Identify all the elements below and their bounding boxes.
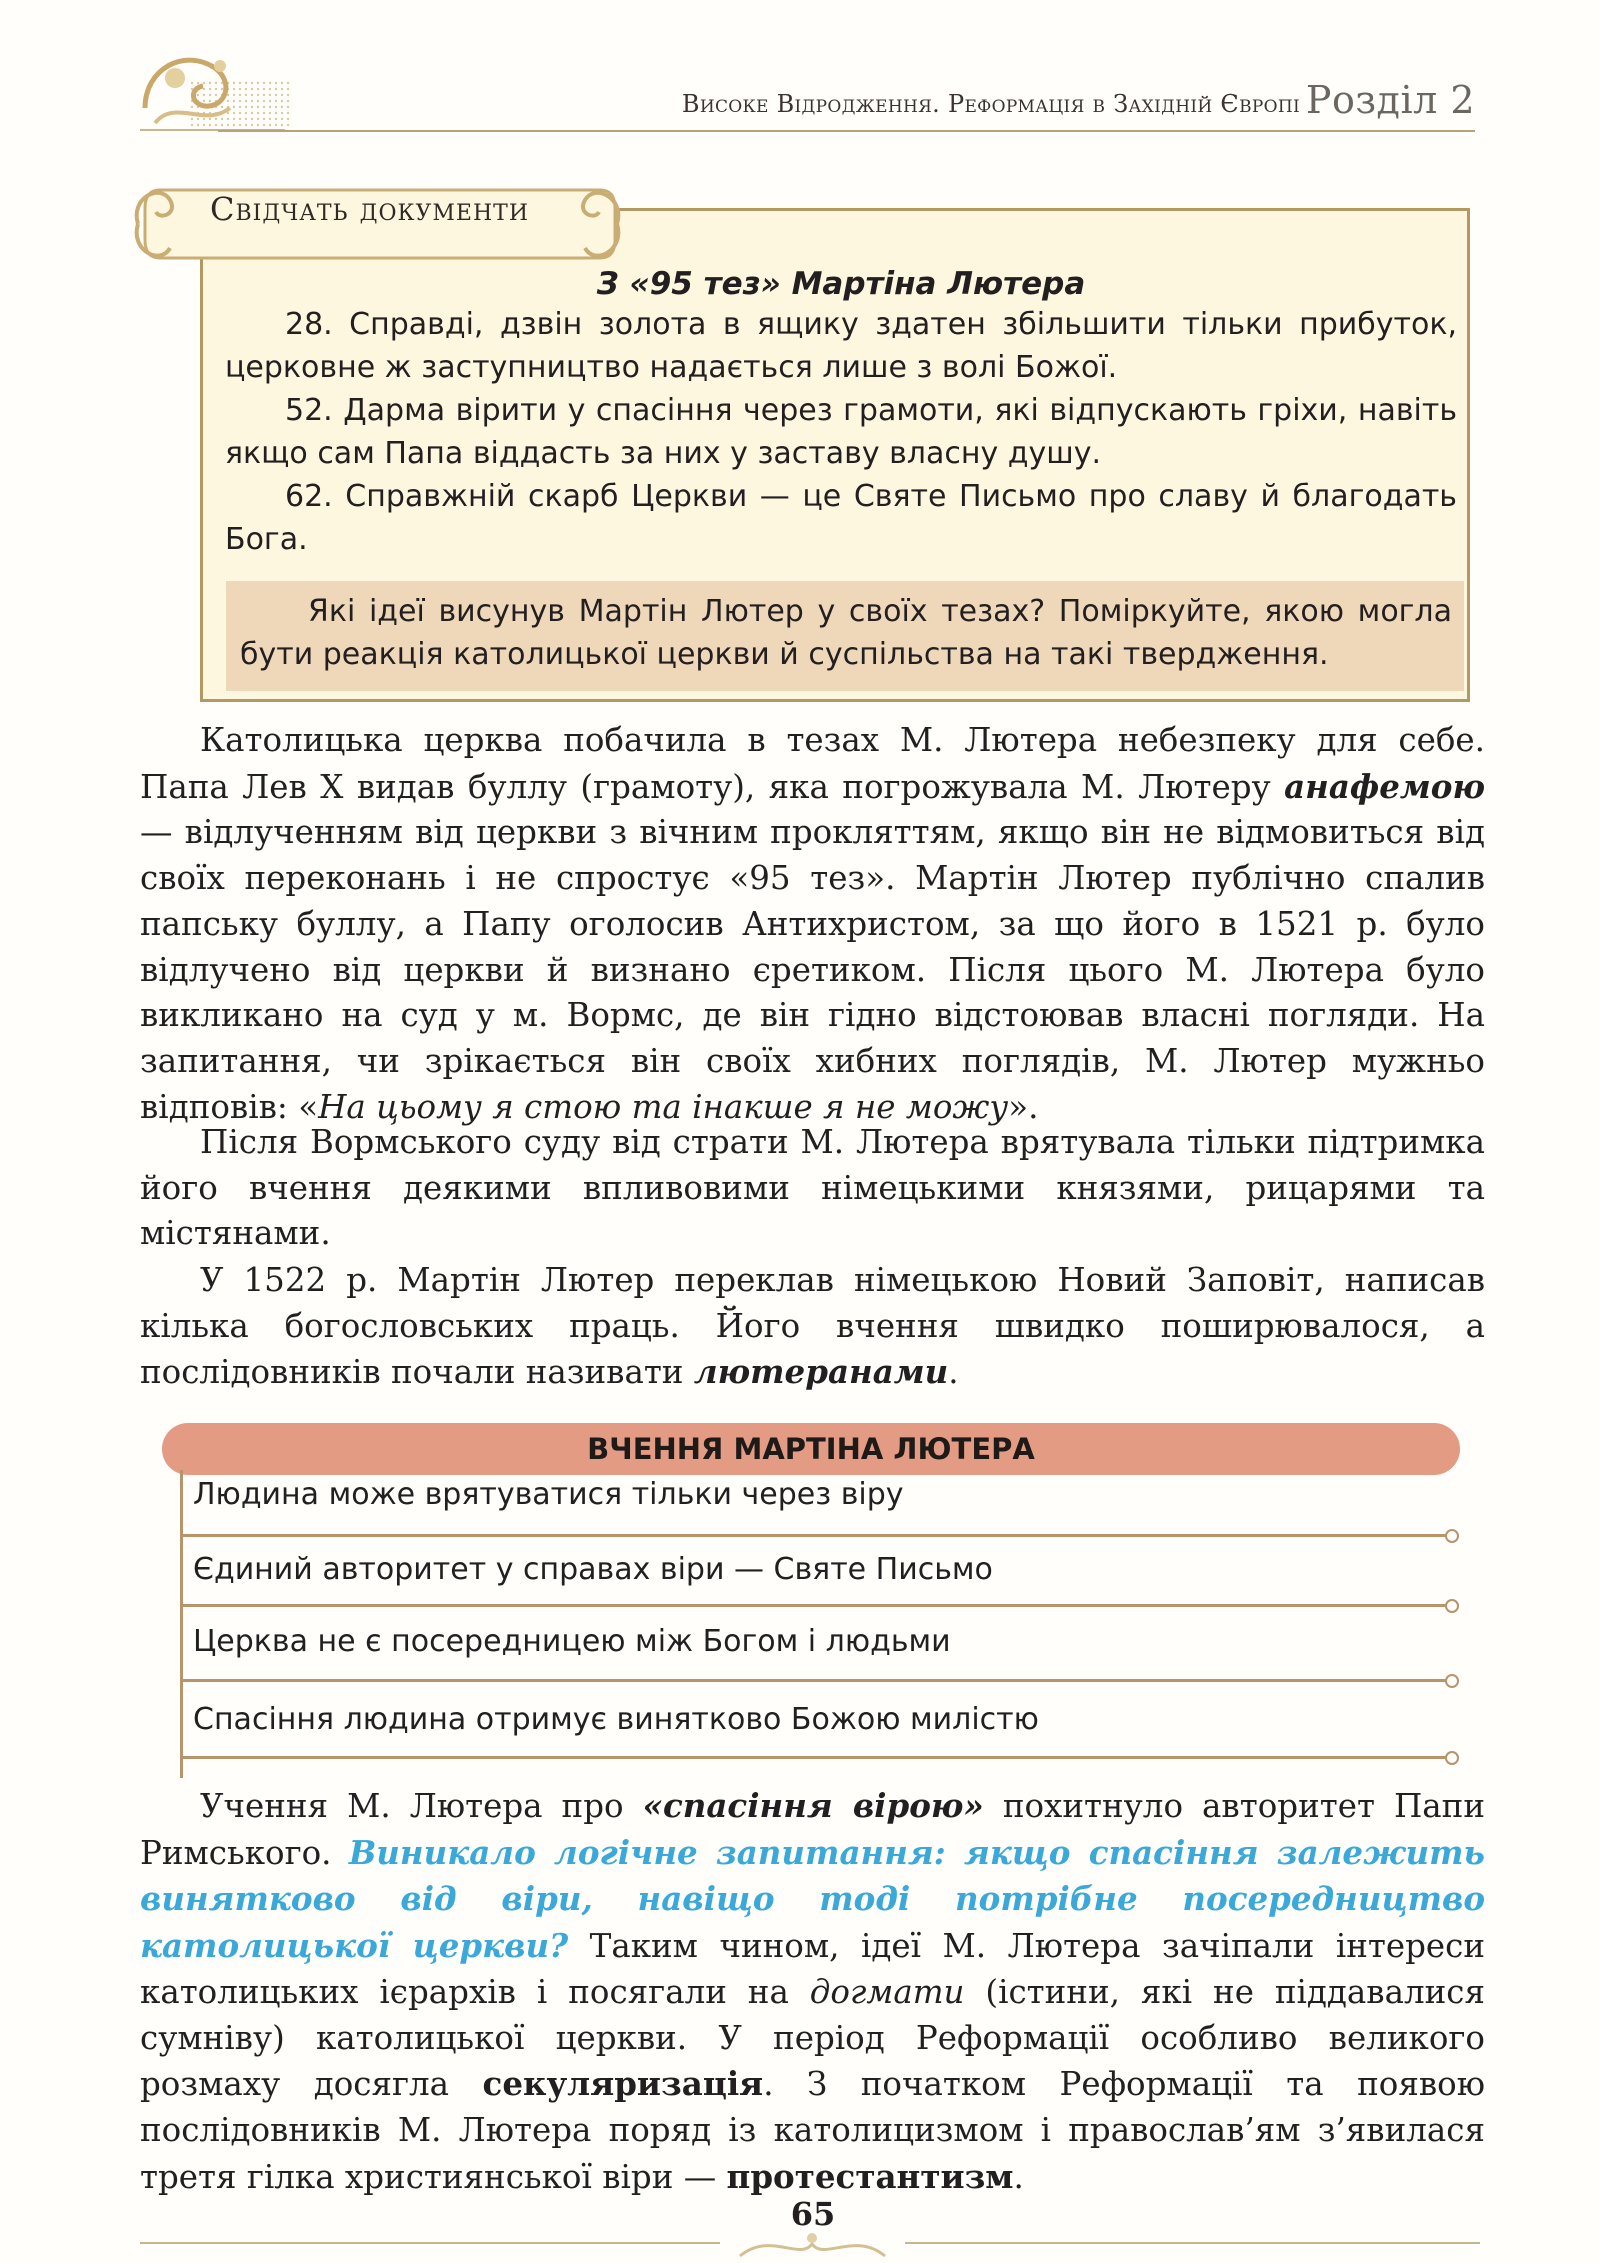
teaching-divider	[180, 1756, 1452, 1759]
term-secularization: секуляризація	[482, 2064, 764, 2104]
term-lutherans: лютеранами	[693, 1352, 949, 1392]
teachings-vertical-line	[180, 1470, 183, 1778]
paragraph-4: Учення М. Лютера про «спасіння вірою» похитнуло авторитет Папи Римського. Виникало логічне запитання: якщо спасіння залежить винятково від віри, навіщо тоді потрібне посередництво католицької церкви? Таким чином, ідеї М. Лютера зачіпали інтереси католицьких ієрархів і посягали на догмати (істини, які не піддавалися сумніву) католицької церкви. У період Реформації особливо великого розмаху досягла секуляризація. З початком Реформації та появою послідовників М. Лютера поряд із католицизмом і православ’ям з’явилася третя гілка християнської віри — протестантизм.	[140, 1786, 1485, 2196]
teaching-divider	[180, 1679, 1452, 1682]
connector-dot-icon	[1445, 1529, 1459, 1543]
thesis-28: 28. Справді, дзвін золота в ящику здатен збільшити тільки прибуток, церковне ж заступництво надається лише з волі Божої.	[225, 307, 1457, 385]
document-title: З «95 тез» Мартіна Лютера	[596, 266, 1086, 302]
question-text: Які ідеї висунув Мартін Лютер у своїх тезах? Поміркуйте, якою могла бути реакція католицької церкви й суспільства на такі твердження.	[240, 594, 1452, 672]
luther-quote: На цьому я стою та інакше я не можу	[318, 1087, 1009, 1126]
running-header: Високе Відродження. Реформація в Західній Європі	[681, 90, 1300, 118]
term-salvation-by-faith: «спасіння вірою»	[642, 1786, 984, 1825]
page-number: 65	[790, 2195, 836, 2233]
teaching-divider	[180, 1604, 1452, 1607]
thesis-52: 52. Дарма вірити у спасіння через грамоти, які відпускають гріхи, навіть якщо сам Папа віддасть за них у заставу власну душу.	[225, 393, 1457, 471]
paragraph-3: У 1522 р. Мартін Лютер переклав німецькою Новий Заповіт, написав кілька богословських праць. Його вчення швидко поширювалося, а послідовників почали називати лютеранами.	[140, 1261, 1485, 1392]
term-dogmas: догмати	[809, 1972, 965, 2011]
teaching-item: Єдиний авторитет у справах віри — Святе Письмо	[193, 1552, 993, 1587]
teaching-item: Людина може врятуватися тільки через віру	[193, 1477, 904, 1512]
connector-dot-icon	[1445, 1599, 1459, 1613]
footer-divider-left	[140, 2242, 720, 2244]
teaching-item: Спасіння людина отримує винятково Божою милістю	[193, 1702, 1039, 1737]
paragraph-1: Католицька церква побачила в тезах М. Лютера небезпеку для себе. Папа Лев X видав буллу (грамоту), яка погрожувала М. Лютеру анафемою — відлученням від церкви з вічним прокляттям, якщо він не відмовиться від своїх переконань і не спростує «95 тез». Мартін Лютер публічно спалив папську буллу, а Папу оголосив Антихристом, за що його в 1521 р. було відлучено від церкви й визнано єретиком. Після цього М. Лютера було викликано на суд у м. Вормс, де він гідно відстоював власні погляди. На запитання, чи зрікається він своїх хибних поглядів, М. Лютер мужньо відповів: «На цьому я стою та інакше я не можу».	[140, 721, 1485, 1126]
teachings-title: ВЧЕННЯ МАРТІНА ЛЮТЕРА	[587, 1432, 1035, 1466]
paragraph-2: Після Вормського суду від страти М. Лютера врятувала тільки підтримка його вчення деякими впливовими німецькими князями, рицарями та містянами.	[140, 1123, 1485, 1253]
connector-dot-icon	[1445, 1751, 1459, 1765]
teaching-divider	[180, 1534, 1452, 1537]
term-protestantism: протестантизм	[726, 2156, 1014, 2196]
section-label: Розділ 2	[1305, 78, 1475, 122]
corner-ornament-icon	[135, 38, 290, 138]
term-anathema: анафемою	[1284, 766, 1485, 806]
teaching-item: Церква не є посередницею між Богом і людьми	[193, 1624, 951, 1659]
header-divider	[218, 130, 1475, 132]
document-label: Свідчать документи	[210, 190, 530, 228]
highlighted-question: Виникало логічне запитання: якщо спасіння залежить винятково від віри, навіщо тоді потрібне посередництво католицької церкви?	[140, 1832, 1485, 1966]
connector-dot-icon	[1445, 1674, 1459, 1688]
footer-divider-right	[905, 2242, 1480, 2244]
thesis-62: 62. Справжній скарб Церкви — це Святе Письмо про славу й благодать Бога.	[225, 479, 1457, 557]
